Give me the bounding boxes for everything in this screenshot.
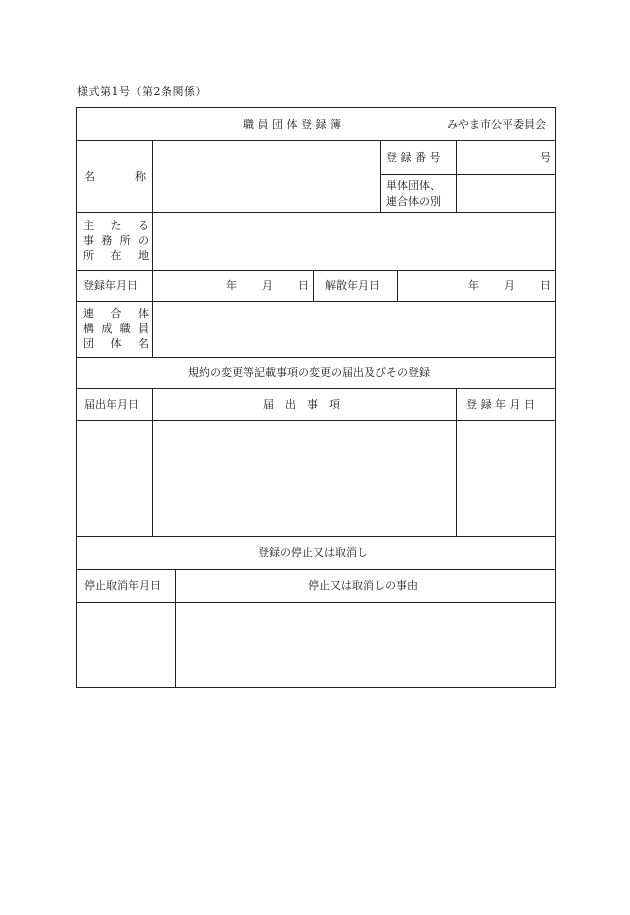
union-members-label: 連 合 体 構 成 職 員 団 体 名 — [83, 307, 149, 350]
divider — [77, 420, 555, 421]
dissolve-day: 日 — [540, 279, 551, 292]
divider — [77, 536, 555, 537]
reg-year: 年 — [226, 279, 237, 292]
name-label-a: 名 — [84, 170, 95, 183]
divider — [152, 388, 153, 536]
dissolve-year: 年 — [468, 279, 479, 292]
divider — [456, 388, 457, 536]
dissolve-month: 月 — [504, 279, 515, 292]
reg-month: 月 — [262, 279, 273, 292]
name-label-b: 称 — [135, 170, 146, 183]
divider — [77, 357, 555, 358]
divider — [77, 388, 555, 389]
divider — [77, 140, 555, 141]
changes-date-header: 届出年月日 — [84, 398, 139, 411]
dissolution-date-label: 解散年月日 — [325, 279, 380, 292]
cancel-date-header: 停止取消年月日 — [84, 579, 161, 592]
divider — [456, 140, 457, 212]
registry-form — [76, 107, 556, 688]
registration-number-label: 登 録 番 号 — [386, 151, 441, 164]
divider — [77, 602, 555, 603]
registry-title: 職 員 団 体 登 録 簿 — [243, 118, 341, 131]
cancel-section-title: 登録の停止又は取消し — [258, 546, 368, 559]
divider — [313, 270, 314, 301]
registration-number-suffix: 号 — [540, 151, 551, 164]
cancel-reason-header: 停止又は取消しの事由 — [308, 579, 418, 592]
divider — [380, 140, 381, 212]
divider — [152, 140, 153, 301]
divider — [175, 569, 176, 687]
divider — [77, 212, 555, 213]
divider — [77, 569, 555, 570]
changes-registration-header: 登 録 年 月 日 — [466, 398, 535, 411]
changes-item-header: 届 出 事 項 — [263, 398, 340, 411]
registration-date-label: 登録年月日 — [83, 279, 138, 292]
form-number: 様式第1号（第2条関係） — [77, 85, 207, 98]
changes-section-title: 規約の変更等記載事項の変更の届出及びその登録 — [188, 366, 430, 379]
divider — [77, 270, 555, 271]
divider — [152, 301, 153, 357]
organization-type-label-1: 単体団体、 — [386, 179, 441, 192]
issuer-name: みやま市公平委員会 — [447, 118, 546, 131]
divider — [380, 174, 555, 175]
office-address-label: 主 た る 事 務 所 の 所 在 地 — [83, 219, 149, 262]
reg-day: 日 — [298, 279, 309, 292]
divider — [77, 301, 555, 302]
organization-type-label-2: 連合体の別 — [386, 195, 441, 208]
divider — [397, 270, 398, 301]
